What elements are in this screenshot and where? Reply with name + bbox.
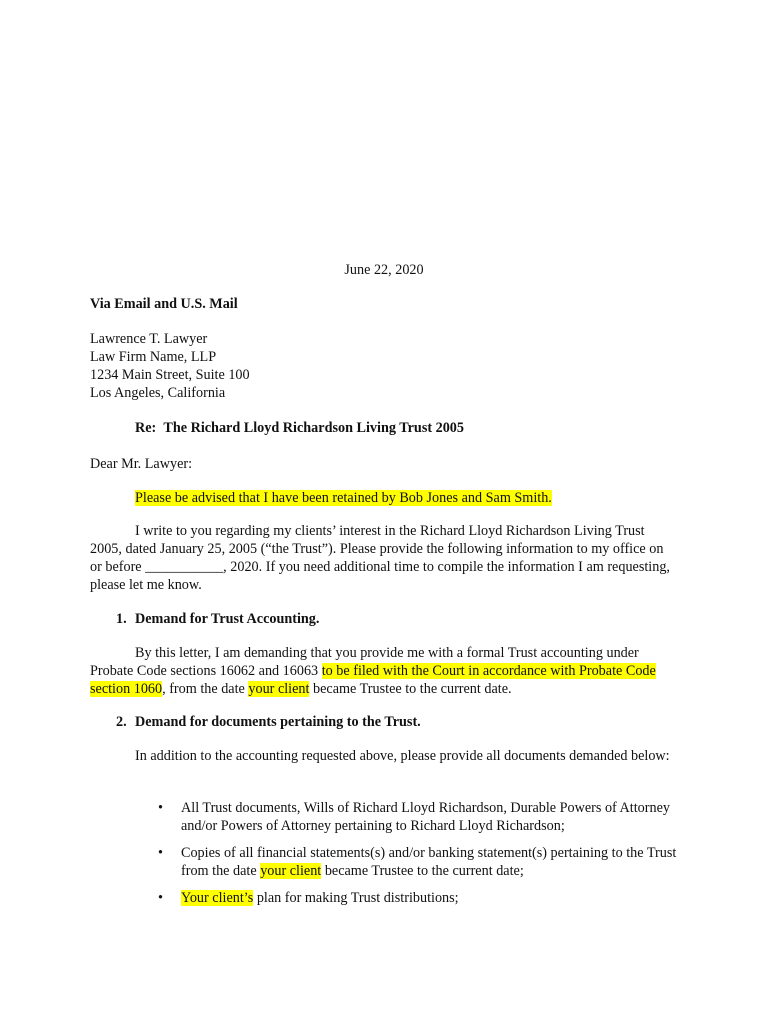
- section-2-paragraph: In addition to the accounting requested above, please provide all documents demanded below:: [135, 748, 670, 764]
- your-client-highlight: your client: [248, 681, 310, 697]
- intro-paragraph: I write to you regarding my clients’ interest in the Richard Lloyd Richardson Living Trust 2005, dated January 25, 2005 (“the Trust”). Please provide the following information to my office on or before ___________, 2020. If you need additional time to compile the information I am requesting, please let me know.: [90, 523, 670, 593]
- section-1-number: 1.: [116, 611, 127, 627]
- recipient-city: Los Angeles, California: [90, 385, 226, 401]
- recipient-firm: Law Firm Name, LLP: [90, 349, 217, 365]
- bullet-marker: •: [158, 890, 163, 906]
- delivery-method: Via Email and U.S. Mail: [90, 296, 238, 312]
- bullet-marker: •: [158, 845, 163, 861]
- section-2-title: Demand for documents pertaining to the Trust.: [135, 714, 421, 730]
- section-1-title: Demand for Trust Accounting.: [135, 611, 320, 627]
- section-2-number: 2.: [116, 714, 127, 730]
- re-line: [135, 419, 464, 437]
- letter-date: June 22, 2020: [344, 262, 424, 278]
- court-filing-highlight: to be filed with the Court in accordance with Probate Code section 1060: [90, 663, 656, 697]
- recipient-name: Lawrence T. Lawyer: [90, 331, 208, 347]
- section-1-text-b: , from the date: [162, 681, 249, 697]
- bullet-text: All Trust documents, Wills of Richard Lloyd Richardson, Durable Powers of Attorney and/or Powers of Attorney pertaining to Richard Lloyd Richardson;: [181, 800, 670, 834]
- re-subject: The Richard Lloyd Richardson Living Trust 2005: [163, 420, 464, 436]
- recipient-street: 1234 Main Street, Suite 100: [90, 367, 250, 383]
- bullet-text: [181, 889, 681, 907]
- section-1-text-c: became Trustee to the current date.: [309, 681, 512, 697]
- bullet-text: [181, 844, 681, 880]
- section-1-text-a: By this letter, I am demanding that you provide me with a formal Trust accounting under Probate Code sections 16062 and 16063: [90, 645, 639, 679]
- bullet-marker: •: [158, 800, 163, 816]
- re-label: Re:: [135, 420, 157, 436]
- your-clients-highlight: Your client’s: [181, 890, 254, 906]
- section-1-paragraph: [90, 644, 675, 698]
- retained-paragraph: [135, 489, 552, 507]
- salutation: Dear Mr. Lawyer:: [90, 456, 193, 472]
- bullet-2-text-b: became Trustee to the current date;: [321, 863, 524, 879]
- retained-highlight: Please be advised that I have been retained by Bob Jones and Sam Smith.: [135, 490, 552, 506]
- bullet-3-text-b: plan for making Trust distributions;: [253, 890, 459, 906]
- your-client-highlight: your client: [260, 863, 322, 879]
- bullet-2-text-a: Copies of all financial statements(s) and/or banking statement(s) pertaining to the Trust from the date: [181, 845, 677, 879]
